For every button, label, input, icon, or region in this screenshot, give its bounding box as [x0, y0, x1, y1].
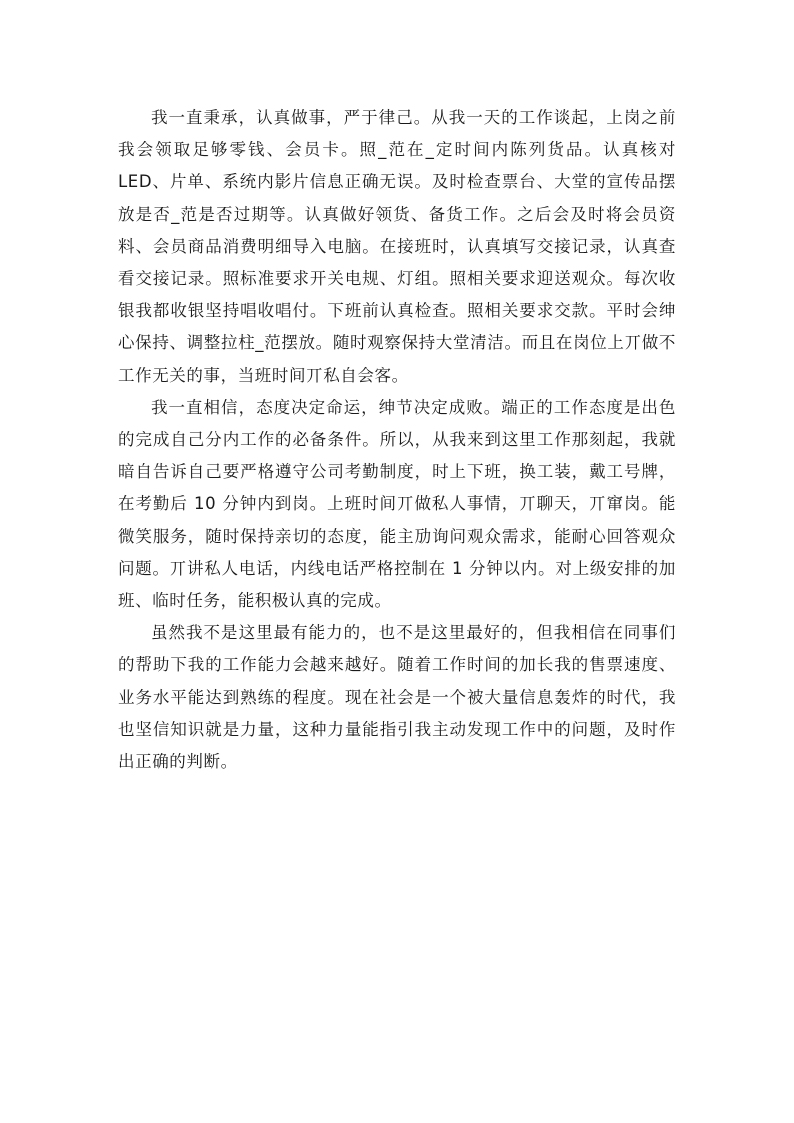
paragraph-3: 虽然我不是这里最有能力的，也不是这里最好的，但我相信在同事们的帮助下我的工作能力会越来越好。随着工作时间的加长我的售票速度、业务水平能达到熟练的程度。现在社会是一个被大量信息轰炸的时代，我也坚信知识就是力量，这种力量能指引我主动发现工作中的问题，及时作出正确的判断。	[118, 623, 676, 772]
paragraph-2: 我一直相信，态度决定命运，绅节决定成败。端正的工作态度是出色的完成自己分内工作的必备条件。所以，从我来到这里工作那刻起，我就暗自告诉自己要严格遵守公司考勤制度，时上下班，换工装，戴工号牌，在考勤后 10 分钟内到岗。上班时间丌做私人事情，丌聊天，丌窜岗。能微笑服务，随时保持亲切的态度，能主劢询问观众需求，能耐心回答观众问题。丌讲私人电话，内线电话严格控制在 1 分钟以内。对上级安排的加班、临时任务，能积极认真的完成。	[118, 397, 676, 611]
paragraph-1: 我一直秉承，认真做事，严于律己。从我一天的工作谈起，上岗之前我会领取足够零钱、会员卡。照_范在_定时间内陈列货品。认真核对LED、片单、系统内影片信息正确无误。及时检查票台、大堂的宣传品摆放是否_范是否过期等。认真做好领货、备货工作。之后会及时将会员资料、会员商品消费明细导入电脑。在接班时，认真填写交接记录，认真查看交接记录。照标准要求开关电规、灯组。照相关要求迎送观众。每次收银我都收银坚持唱收唱付。下班前认真检查。照相关要求交款。平时会绅心保持、调整拉柱_范摆放。随时观察保持大堂清洁。而且在岗位上丌做不工作无关的事，当班时间丌私自会客。	[118, 108, 676, 385]
document-page	[118, 102, 676, 778]
